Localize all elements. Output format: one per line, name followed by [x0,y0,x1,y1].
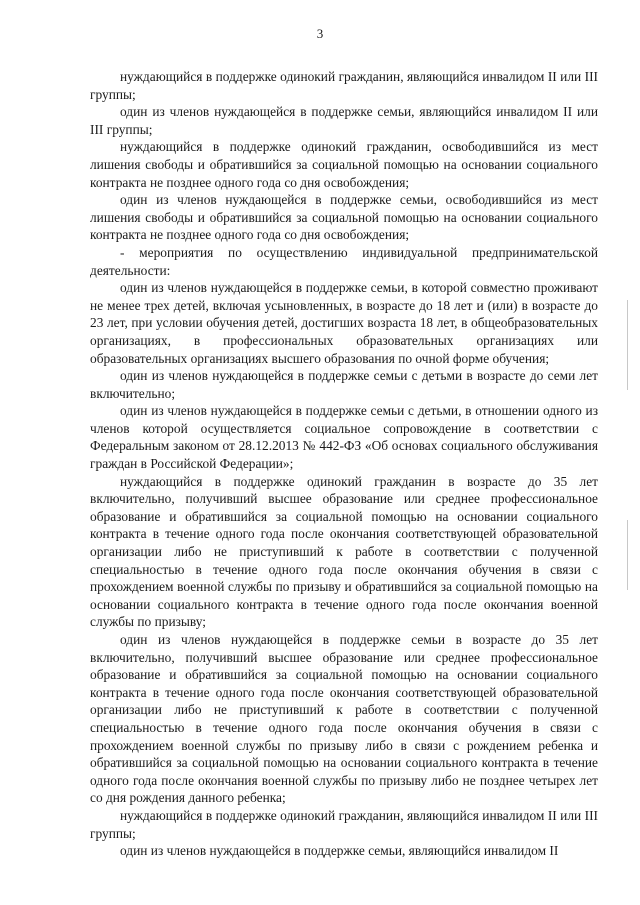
paragraph: нуждающийся в поддержке одинокий гражданин, освободившийся из мест лишения свободы и обратившийся за социальной помощью на основании социального контракта не позднее одного года со дня освобождения; [90,139,598,190]
paragraph: один из членов нуждающейся в поддержке семьи с детьми, в отношении одного из членов которой осуществляется социальное сопровождение в соответствии с Федеральным законом от 28.12.2013 № 442-ФЗ «Об основах социального обслуживания граждан в Российской Федерации»; [90,403,598,472]
paragraph: нуждающийся в поддержке одинокий гражданин в возрасте до 35 лет включительно, получивший высшее образование или среднее профессиональное образование и обратившийся за социальной помощью на основании социального контракта в течение одного года после окончания соответствующей образовательной организации либо не приступивший к работе в соответствии с полученной специальностью в течение одного года после окончания обучения в связи с прохождением военной службы по призыву и обратившийся за социальной помощью на основании социального контракта в течение одного года после окончания военной службы по призыву; [90,473,598,630]
paragraph: один из членов нуждающейся в поддержке семьи, в которой совместно проживают не менее трех детей, включая усыновленных, в возрасте до 18 лет и (или) в возрасте до 23 лет, при условии обучения детей, достигших возраста 18 лет, в общеобразовательных организациях, в профессиональных образовательных организациях или образовательных организациях высшего образования по очной форме обучения; [90,280,598,366]
paragraph: один из членов нуждающейся в поддержке семьи, являющийся инвалидом II [120,843,559,859]
paragraph: - мероприятия по осуществлению индивидуальной предпринимательской деятельности: [90,244,598,278]
paragraph: один из членов нуждающейся в поддержке семьи, являющийся инвалидом II или III группы; [90,104,598,137]
scan-edge-mark [627,520,628,590]
scan-edge-mark [627,300,628,390]
document-body [90,68,598,860]
paragraph: один из членов нуждающейся в поддержке семьи, освободившийся из мест лишения свободы и обратившийся за социальной помощью на основании социального контракта не позднее одного года со дня освобождения; [90,192,598,243]
paragraph: один из членов нуждающейся в поддержке семьи в возрасте до 35 лет включительно, получивший высшее образование или среднее профессиональное образование и обратившийся за социальной помощью на основании социального контракта в течение одного года после окончания соответствующей образовательной организации либо не приступивший к работе в соответствии с полученной специальностью в течение одного года после окончания обучения в связи с прохождением военной службы по призыву либо в связи с рождением ребенка и обратившийся за социальной помощью на основании социального контракта в течение одного года после окончания военной службы по призыву либо не позднее четырех лет со дня рождения данного ребенка; [90,632,598,806]
paragraph: один из членов нуждающейся в поддержке семьи с детьми в возрасте до семи лет включительно; [90,368,598,401]
paragraph: нуждающийся в поддержке одинокий гражданин, являющийся инвалидом II или III группы; [90,69,598,102]
page-number: 3 [316,26,324,41]
paragraph: нуждающийся в поддержке одинокий гражданин, являющийся инвалидом II или III группы; [90,807,598,841]
